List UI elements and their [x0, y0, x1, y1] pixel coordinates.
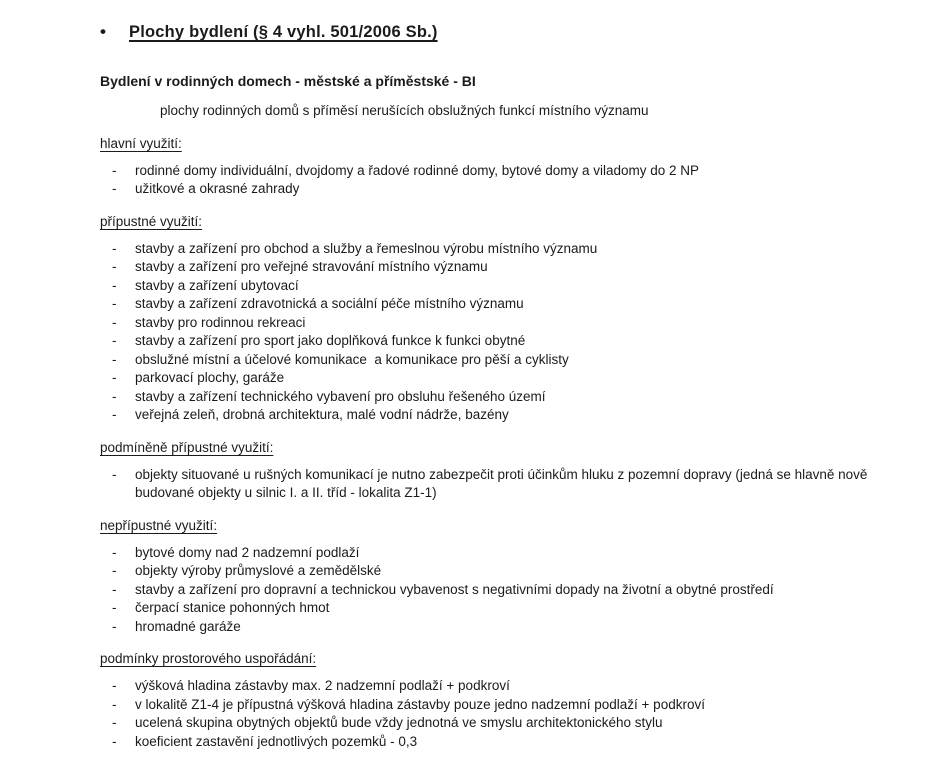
- page-title: Plochy bydlení (§ 4 vyhl. 501/2006 Sb.): [129, 23, 438, 41]
- list-item: [100, 562, 874, 581]
- section-heading: podmíněně přípustné využití:: [100, 439, 274, 455]
- dash-bullet-icon: -: [112, 618, 117, 634]
- dash-bullet-icon: -: [112, 314, 117, 330]
- list-item-text: parkovací plochy, garáže: [135, 370, 285, 386]
- list-item: [100, 295, 874, 314]
- list-item-text: ucelená skupina obytných objektů bude vždy jednotná ve smyslu architektonického stylu: [135, 715, 663, 731]
- list-item: [100, 544, 874, 563]
- list-item-text: bytové domy nad 2 nadzemní podlaží: [135, 544, 360, 560]
- dash-bullet-icon: -: [112, 466, 117, 482]
- dash-bullet-icon: -: [112, 563, 117, 579]
- list-item: [100, 162, 874, 181]
- section-item-list: [100, 240, 874, 425]
- document-section: [100, 136, 874, 199]
- section-item-list: [100, 162, 874, 199]
- dash-bullet-icon: -: [112, 240, 117, 256]
- list-item-text: stavby a zařízení pro veřejné stravování místního významu: [135, 259, 488, 275]
- list-item: [100, 696, 874, 715]
- list-item: [100, 677, 874, 696]
- section-item-list: [100, 466, 874, 503]
- document-section: [100, 518, 874, 637]
- dash-bullet-icon: -: [112, 581, 117, 597]
- list-item-text: objekty situované u rušných komunikací je nutno zabezpečit proti účinkům hluku z pozemní dopravy (jedná se hlavně nově budované objekty u silnic I. a II. tříd - lokalita Z1-1): [135, 466, 872, 501]
- section-heading: hlavní využití:: [100, 135, 182, 151]
- section-item-list: [100, 677, 874, 751]
- list-item-text: hromadné garáže: [135, 618, 241, 634]
- dash-bullet-icon: -: [112, 388, 117, 404]
- dash-bullet-icon: -: [112, 696, 117, 712]
- list-item: [100, 714, 874, 733]
- list-item-text: obslužné místní a účelové komunikace a komunikace pro pěší a cyklisty: [135, 351, 569, 367]
- dash-bullet-icon: -: [112, 296, 117, 312]
- document-section: [100, 440, 874, 503]
- zone-type-subtitle: Bydlení v rodinných domech - městské a příměstské - BI: [100, 73, 476, 89]
- list-item-text: veřejná zeleň, drobná architektura, malé vodní nádrže, bazény: [135, 407, 509, 423]
- document-section: [100, 214, 874, 425]
- list-item-text: užitkové a okrasné zahrady: [135, 181, 300, 197]
- dash-bullet-icon: -: [112, 351, 117, 367]
- list-item: [100, 466, 874, 503]
- list-item: [100, 406, 874, 425]
- dash-bullet-icon: -: [112, 181, 117, 197]
- bullet-icon: •: [100, 22, 106, 41]
- list-item-text: rodinné domy individuální, dvojdomy a řadové rodinné domy, bytové domy a viladomy do 2 NP: [135, 162, 700, 178]
- list-item: [100, 599, 874, 618]
- document-section: [100, 651, 874, 751]
- list-item: [100, 351, 874, 370]
- dash-bullet-icon: -: [112, 678, 117, 694]
- dash-bullet-icon: -: [112, 733, 117, 749]
- list-item-text: stavby pro rodinnou rekreaci: [135, 314, 306, 330]
- list-item-text: čerpací stanice pohonných hmot: [135, 600, 330, 616]
- list-item: [100, 388, 874, 407]
- section-heading: nepřípustné využití:: [100, 517, 218, 533]
- section-item-list: [100, 544, 874, 637]
- dash-bullet-icon: -: [112, 407, 117, 423]
- list-item: [100, 369, 874, 388]
- dash-bullet-icon: -: [112, 277, 117, 293]
- dash-bullet-icon: -: [112, 162, 117, 178]
- list-item: [100, 277, 874, 296]
- list-item: [100, 258, 874, 277]
- list-item-text: stavby a zařízení ubytovací: [135, 277, 299, 293]
- list-item-text: objekty výroby průmyslové a zemědělské: [135, 563, 382, 579]
- zone-description: plochy rodinných domů s příměsí nerušících obslužných funkcí místního významu: [160, 103, 649, 118]
- list-item: [100, 733, 874, 752]
- list-item-text: stavby a zařízení pro dopravní a technickou vybavenost s negativními dopady na životní a obytné prostředí: [135, 581, 774, 597]
- list-item: [100, 581, 874, 600]
- document-title-row: [100, 22, 874, 42]
- list-item-text: v lokalitě Z1-4 je přípustná výšková hladina zástavby pouze jedno nadzemní podlaží + podkroví: [135, 696, 705, 712]
- list-item: [100, 240, 874, 259]
- list-item: [100, 332, 874, 351]
- dash-bullet-icon: -: [112, 370, 117, 386]
- list-item-text: výšková hladina zástavby max. 2 nadzemní podlaží + podkroví: [135, 678, 510, 694]
- dash-bullet-icon: -: [112, 259, 117, 275]
- list-item-text: stavby a zařízení technického vybavení pro obsluhu řešeného území: [135, 388, 546, 404]
- dash-bullet-icon: -: [112, 333, 117, 349]
- section-heading: přípustné využití:: [100, 213, 203, 229]
- dash-bullet-icon: -: [112, 544, 117, 560]
- list-item-text: stavby a zařízení zdravotnická a sociální péče místního významu: [135, 296, 524, 312]
- dash-bullet-icon: -: [112, 600, 117, 616]
- list-item: [100, 180, 874, 199]
- list-item: [100, 314, 874, 333]
- section-heading: podmínky prostorového uspořádání:: [100, 651, 317, 667]
- sections-container: [100, 136, 874, 752]
- list-item: [100, 618, 874, 637]
- dash-bullet-icon: -: [112, 715, 117, 731]
- list-item-text: koeficient zastavění jednotlivých pozemků - 0,3: [135, 733, 418, 749]
- list-item-text: stavby a zařízení pro sport jako doplňková funkce k funkci obytné: [135, 333, 526, 349]
- list-item-text: stavby a zařízení pro obchod a služby a řemeslnou výrobu místního významu: [135, 240, 598, 256]
